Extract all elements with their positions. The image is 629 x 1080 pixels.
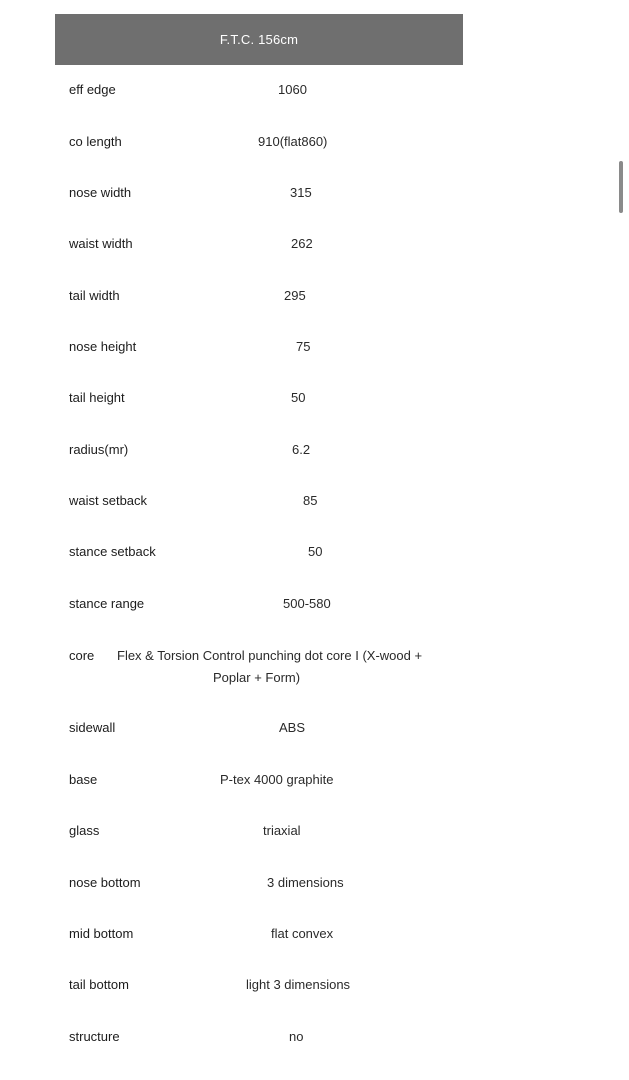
spec-value: 1060 xyxy=(278,82,307,97)
spec-label: base xyxy=(69,772,98,787)
spec-value: 315 xyxy=(290,185,312,200)
spec-value: light 3 dimensions xyxy=(246,977,351,992)
vertical-scrollbar[interactable] xyxy=(619,161,623,213)
spec-value: ABS xyxy=(279,720,306,735)
spec-label: waist setback xyxy=(69,493,148,508)
spec-row-nose-height xyxy=(0,335,629,359)
spec-label: eff edge xyxy=(69,82,116,97)
spec-label: stance setback xyxy=(69,544,156,559)
spec-value: 75 xyxy=(296,339,311,354)
spec-row-co-length xyxy=(0,130,629,154)
spec-value: 85 xyxy=(303,493,318,508)
spec-row-tail-height xyxy=(0,386,629,410)
spec-value: 6.2 xyxy=(292,442,311,457)
spec-row-radius xyxy=(0,438,629,462)
spec-value-line-1: Flex & Torsion Control punching dot core I (X-wood + xyxy=(117,648,423,663)
spec-value-line-2: Poplar + Form) xyxy=(213,670,301,685)
spec-row-sidewall xyxy=(0,716,629,740)
spec-value: 262 xyxy=(291,236,313,251)
spec-label: stance range xyxy=(69,596,145,611)
spec-value: 500-580 xyxy=(283,596,331,611)
spec-label: sidewall xyxy=(69,720,116,735)
spec-label: co length xyxy=(69,134,122,149)
spec-value: 910(flat860) xyxy=(258,134,328,149)
spec-row-nose-width xyxy=(0,181,629,205)
spec-value: no xyxy=(289,1029,304,1044)
spec-row-tail-bottom xyxy=(0,973,629,997)
spec-row-structure xyxy=(0,1025,629,1049)
spec-row-base xyxy=(0,768,629,792)
spec-value: 3 dimensions xyxy=(267,875,344,890)
spec-row-nose-bottom xyxy=(0,871,629,895)
spec-table-header xyxy=(55,14,463,65)
spec-row-stance-range xyxy=(0,592,629,616)
spec-label: nose width xyxy=(69,185,132,200)
spec-value: flat convex xyxy=(271,926,334,941)
spec-value: P-tex 4000 graphite xyxy=(220,772,334,787)
spec-label: waist width xyxy=(69,236,133,251)
spec-row-waist-setback xyxy=(0,489,629,513)
spec-label: structure xyxy=(69,1029,120,1044)
spec-row-glass xyxy=(0,819,629,843)
spec-label: tail width xyxy=(69,288,120,303)
spec-row-waist-width xyxy=(0,232,629,256)
spec-row-stance-setback xyxy=(0,540,629,564)
spec-row-mid-bottom xyxy=(0,922,629,946)
spec-label: tail height xyxy=(69,390,125,405)
spec-label: nose bottom xyxy=(69,875,141,890)
spec-row-core xyxy=(0,645,629,689)
spec-row-eff-edge xyxy=(0,78,629,102)
spec-value: triaxial xyxy=(263,823,301,838)
spec-label: nose height xyxy=(69,339,137,354)
spec-label: core xyxy=(69,648,95,663)
spec-value: 50 xyxy=(291,390,306,405)
spec-row-tail-width xyxy=(0,284,629,308)
header-title: F.T.C. 156cm xyxy=(219,32,299,47)
spec-label: glass xyxy=(69,823,100,838)
spec-label: tail bottom xyxy=(69,977,129,992)
spec-value: 295 xyxy=(284,288,306,303)
spec-label: mid bottom xyxy=(69,926,134,941)
spec-label: radius(mr) xyxy=(69,442,129,457)
spec-value: 50 xyxy=(308,544,323,559)
